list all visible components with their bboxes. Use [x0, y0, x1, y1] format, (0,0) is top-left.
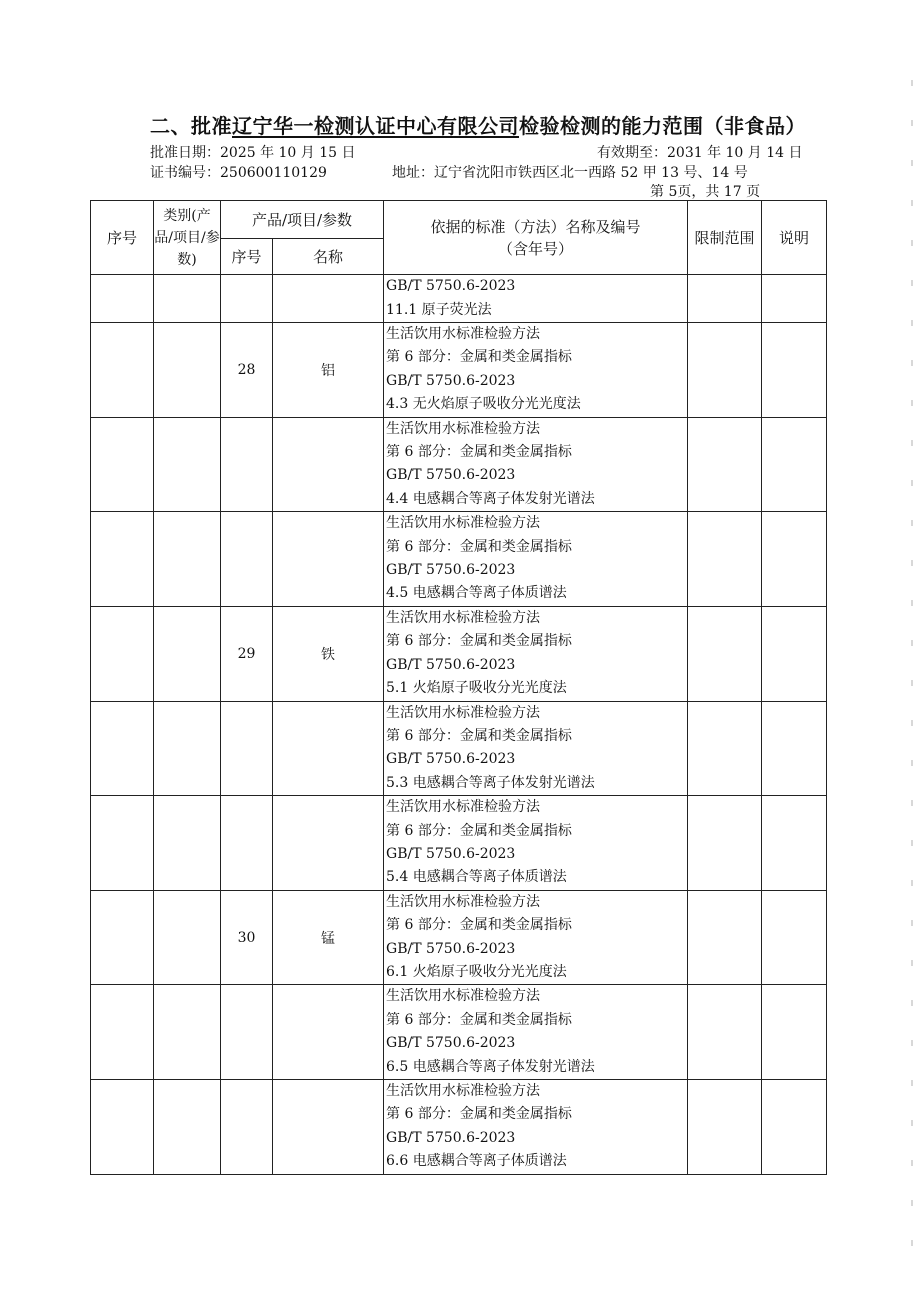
standard-line: 5.3 电感耦合等离子体发射光谱法: [386, 774, 595, 791]
row-standard: [384, 1080, 688, 1175]
standard-line: 4.5 电感耦合等离子体质谱法: [386, 585, 567, 602]
standard-line: 第 6 部分：金属和类金属指标: [386, 727, 572, 744]
row-standard: [384, 701, 688, 796]
certificate-number: 证书编号：250600110129: [150, 165, 327, 181]
table-row: [91, 606, 827, 701]
row-name: [273, 417, 384, 512]
page-info: 第 5页，共 17 页: [650, 184, 761, 200]
title-suffix: 检验检测的能力范围（非食品）: [519, 114, 806, 138]
page-title: [150, 110, 850, 139]
standard-line: 第 6 部分：金属和类金属指标: [386, 917, 572, 934]
row-standard: [384, 275, 688, 323]
standard-line: 生活饮用水标准检验方法: [386, 326, 541, 342]
row-name: [273, 1080, 384, 1175]
standard-line: GB/T 5750.6-2023: [386, 372, 516, 389]
row-name: [273, 796, 384, 891]
standard-line: 第 6 部分：金属和类金属指标: [386, 538, 572, 555]
row-sub-seq: 29: [221, 606, 273, 701]
standard-line: 生活饮用水标准检验方法: [386, 704, 541, 721]
standard-line: 第 6 部分：金属和类金属指标: [386, 349, 572, 366]
table-row: [91, 1080, 827, 1175]
standard-line: 生活饮用水标准检验方法: [386, 609, 541, 626]
standard-line: GB/T 5750.6-2023: [386, 751, 516, 768]
row-sub-seq: [221, 701, 273, 796]
standard-line: 生活饮用水标准检验方法: [386, 893, 541, 910]
standard-line: GB/T 5750.6-2023: [386, 278, 516, 295]
table-row: [91, 323, 827, 418]
standard-line: 生活饮用水标准检验方法: [386, 1083, 541, 1099]
standard-line: 生活饮用水标准检验方法: [386, 420, 541, 437]
row-standard: [384, 417, 688, 512]
standard-line: GB/T 5750.6-2023: [386, 656, 516, 673]
standard-line: 第 6 部分：金属和类金属指标: [386, 444, 572, 461]
table-row: [91, 701, 827, 796]
header-category: 类别(产品/项目/参数): [154, 201, 221, 275]
header-name: 名称: [273, 239, 384, 275]
standard-line: 6.6 电感耦合等离子体质谱法: [386, 1153, 567, 1170]
table-row: [91, 275, 827, 323]
standard-line: GB/T 5750.6-2023: [386, 845, 516, 862]
row-sub-seq: [221, 417, 273, 512]
standard-line: 4.4 电感耦合等离子体发射光谱法: [386, 490, 595, 507]
header-limit: 限制范围: [688, 201, 762, 275]
row-standard: [384, 985, 688, 1080]
standard-line: 第 6 部分：金属和类金属指标: [386, 1011, 572, 1028]
title-prefix: 二、批准: [150, 114, 232, 138]
standard-line: 第 6 部分：金属和类金属指标: [386, 1106, 572, 1123]
header-standard: 依据的标准（方法）名称及编号（含年号）: [384, 201, 688, 275]
header-note: 说明: [762, 201, 827, 275]
row-sub-seq: [221, 796, 273, 891]
table-row: [91, 417, 827, 512]
standard-line: GB/T 5750.6-2023: [386, 940, 516, 957]
table-row: [91, 512, 827, 607]
approval-date: 批准日期：2025 年 10 月 15 日: [150, 145, 356, 161]
standard-line: GB/T 5750.6-2023: [386, 1035, 516, 1052]
row-name: [273, 275, 384, 323]
table-row: [91, 796, 827, 891]
row-sub-seq: [221, 1080, 273, 1175]
standard-line: 4.3 无火焰原子吸收分光光度法: [386, 396, 581, 413]
row-name: [273, 512, 384, 607]
row-sub-seq: [221, 985, 273, 1080]
row-sub-seq: [221, 275, 273, 323]
address: 地址：辽宁省沈阳市铁西区北一西路 52 甲 13 号、14 号: [392, 165, 748, 181]
row-standard: [384, 890, 688, 985]
standard-line: 第 6 部分：金属和类金属指标: [386, 633, 572, 650]
standard-line: GB/T 5750.6-2023: [386, 562, 516, 579]
table-row: [91, 985, 827, 1080]
standard-line: GB/T 5750.6-2023: [386, 467, 516, 484]
header-seq: 序号: [91, 201, 154, 275]
valid-until: 有效期至：2031 年 10 月 14 日: [597, 145, 803, 161]
header-product-group: 产品/项目/参数: [221, 201, 384, 239]
row-name: 铝: [273, 323, 384, 418]
standard-line: GB/T 5750.6-2023: [386, 1129, 516, 1146]
row-standard: [384, 606, 688, 701]
standard-line: 生活饮用水标准检验方法: [386, 515, 541, 532]
table-row: [91, 890, 827, 985]
title-organization: 辽宁华一检测认证中心有限公司: [232, 114, 519, 138]
scan-edge-mark: [911, 80, 913, 1280]
standard-line: 5.4 电感耦合等离子体质谱法: [386, 869, 567, 886]
standard-line: 6.1 火焰原子吸收分光光度法: [386, 963, 567, 980]
row-name: [273, 985, 384, 1080]
standard-line: 5.1 火焰原子吸收分光光度法: [386, 680, 567, 697]
standard-line: 6.5 电感耦合等离子体发射光谱法: [386, 1058, 595, 1075]
row-name: [273, 701, 384, 796]
capability-table: [90, 200, 827, 1175]
row-sub-seq: [221, 512, 273, 607]
row-name: 铁: [273, 606, 384, 701]
row-sub-seq: 30: [221, 890, 273, 985]
standard-line: 第 6 部分：金属和类金属指标: [386, 822, 572, 839]
standard-line: 生活饮用水标准检验方法: [386, 799, 541, 816]
row-name: 锰: [273, 890, 384, 985]
standard-line: 生活饮用水标准检验方法: [386, 988, 541, 1005]
header-sub-seq: 序号: [221, 239, 273, 275]
row-standard: [384, 796, 688, 891]
row-sub-seq: 28: [221, 323, 273, 418]
row-standard: [384, 512, 688, 607]
standard-line: 11.1 原子荧光法: [386, 301, 492, 318]
row-standard: [384, 323, 688, 418]
